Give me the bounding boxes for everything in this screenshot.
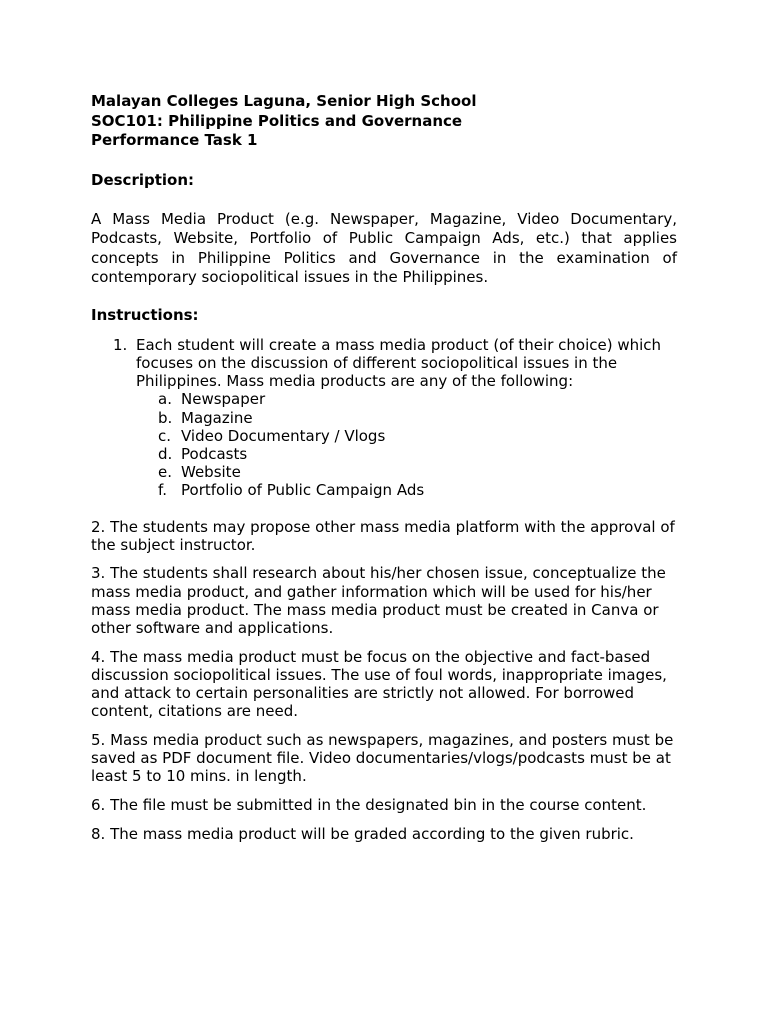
- option-letter: e.: [158, 463, 172, 482]
- course-title: SOC101: Philippine Politics and Governance: [91, 111, 463, 130]
- media-option-website: [136, 463, 677, 481]
- instruction-text: Each student will create a mass media product (of their choice) which focuses on the discussion of different sociopolitical issues in the Philippines. Mass media products are any of the following:: [136, 335, 662, 391]
- option-letter: a.: [158, 390, 172, 409]
- media-option-newspaper: [136, 390, 677, 408]
- media-option-video-documentary: [136, 427, 677, 445]
- instruction-item-5: 5. Mass media product such as newspapers, magazines, and posters must be saved as PDF document file. Video documentaries/vlogs/podcasts must be at least 5 to 10 mins. in length.: [91, 731, 674, 786]
- option-letter: c.: [158, 426, 172, 445]
- option-letter: f.: [158, 481, 167, 500]
- media-option-podcasts: [136, 445, 677, 463]
- option-label: Newspaper: [181, 390, 266, 409]
- option-label: Website: [181, 463, 241, 482]
- instruction-item-2: 2. The students may propose other mass media platform with the approval of the subject instructor.: [91, 517, 675, 554]
- option-letter: d.: [158, 444, 173, 463]
- option-label: Portfolio of Public Campaign Ads: [181, 481, 425, 500]
- instruction-number: 1.: [113, 335, 128, 354]
- instruction-item-1: [91, 336, 677, 500]
- document-page: [91, 92, 677, 843]
- media-option-magazine: [136, 409, 677, 427]
- option-label: Magazine: [181, 408, 253, 427]
- option-label: Podcasts: [181, 444, 248, 463]
- instructions-heading: Instructions:: [91, 306, 199, 325]
- description-heading: Description:: [91, 170, 195, 189]
- media-options-list: [136, 390, 677, 499]
- instruction-item-3: 3. The students shall research about his/her chosen issue, conceptualize the mass media product, and gather information which will be used for his/her mass media product. The mass media product must be created in Canva or other software and applications.: [91, 564, 666, 638]
- option-label: Video Documentary / Vlogs: [181, 426, 386, 445]
- instruction-item-6: 6. The file must be submitted in the designated bin in the course content.: [91, 796, 647, 815]
- instruction-item-4: 4. The mass media product must be focus on the objective and fact-based discussion sociopolitical issues. The use of foul words, inappropriate images, and attack to certain personalities are strictly not allowed. For borrowed content, citations are need.: [91, 647, 667, 721]
- media-option-campaign-ads: [136, 481, 677, 499]
- option-letter: b.: [158, 408, 173, 427]
- instruction-item-8: 8. The mass media product will be graded according to the given rubric.: [91, 824, 634, 843]
- school-name: Malayan Colleges Laguna, Senior High School: [91, 92, 477, 110]
- description-text: A Mass Media Product (e.g. Newspaper, Magazine, Video Documentary, Podcasts, Website, Portfolio of Public Campaign Ads, etc.) that applies concepts in Philippine Politics and Governance in the examination of contemporary sociopolitical issues in the Philippines.: [91, 210, 677, 286]
- task-title: Performance Task 1: [91, 131, 258, 149]
- instructions-list: [91, 336, 677, 500]
